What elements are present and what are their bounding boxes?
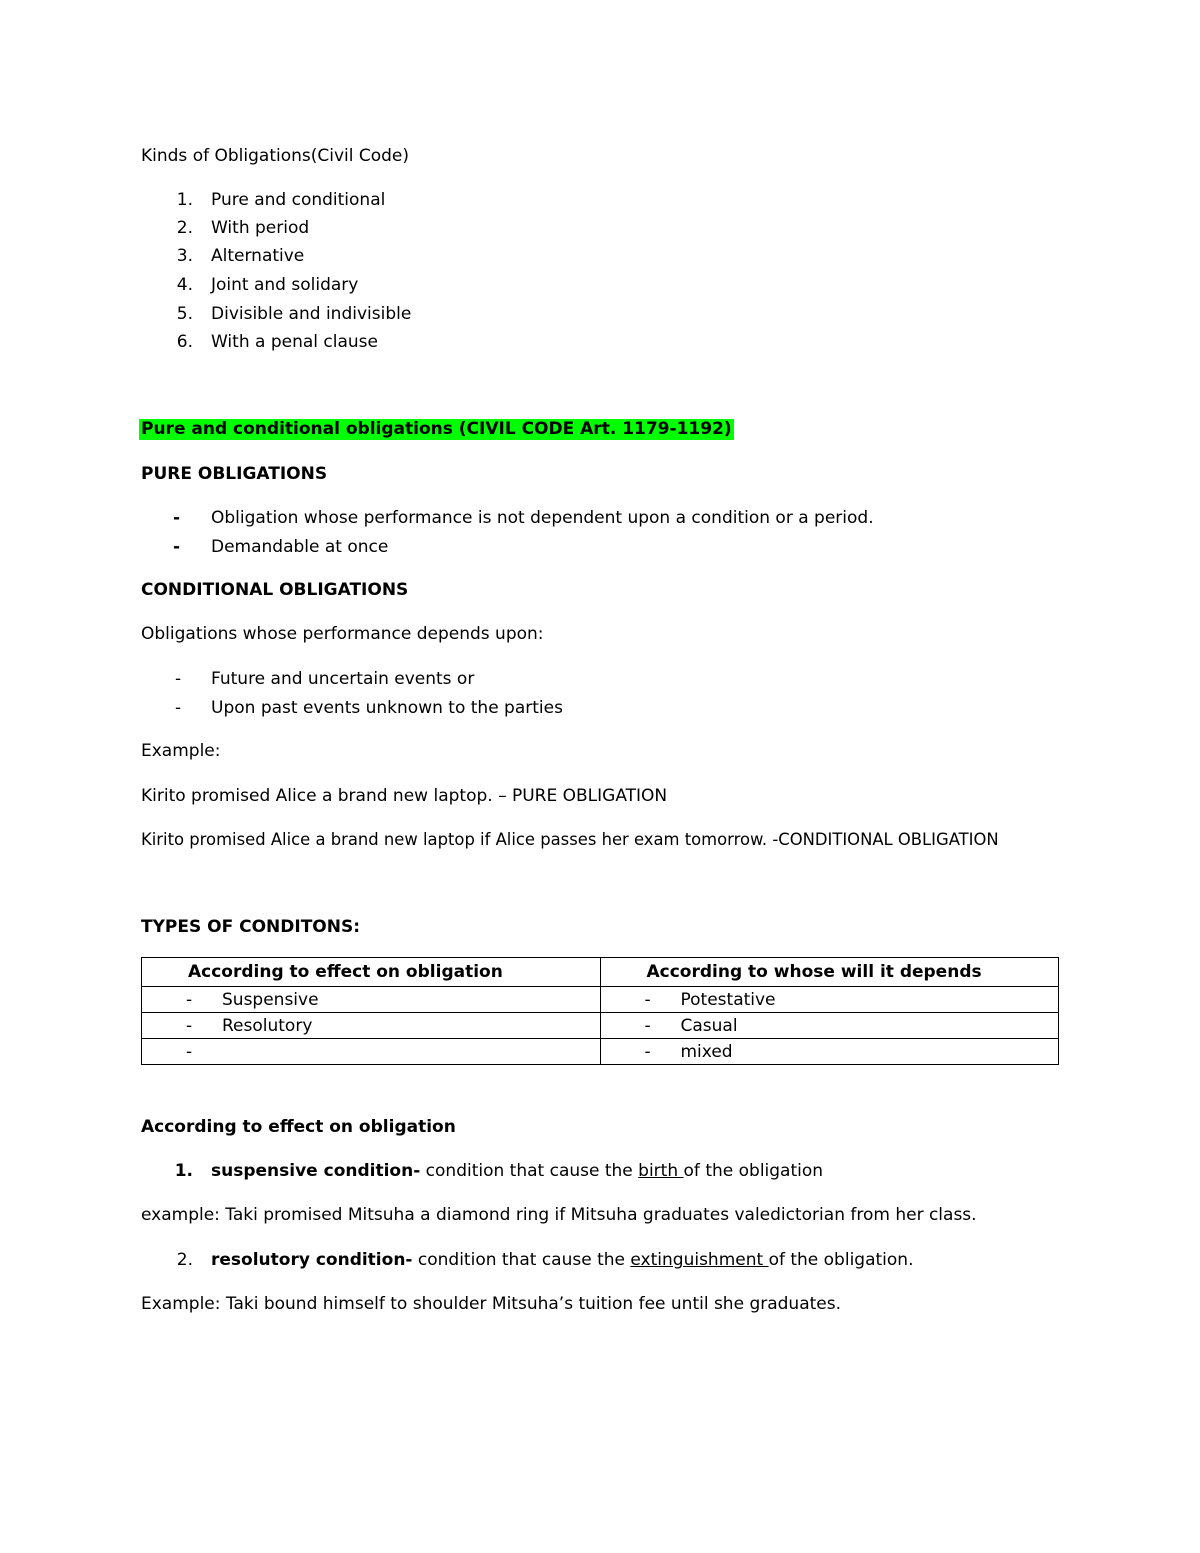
- section-heading: [139, 419, 734, 439]
- example-label: Example:: [141, 741, 221, 761]
- list-number: 1.: [176, 190, 193, 210]
- pure-obligations-heading: PURE OBLIGATIONS: [141, 464, 328, 484]
- conditional-obligations-heading: CONDITIONAL OBLIGATIONS: [141, 580, 409, 600]
- list-item-text: suspensive condition- condition that cause the birth of the obligation: [211, 1161, 824, 1181]
- effect-example-1: example: Taki promised Mitsuha a diamond ring if Mitsuha graduates valedictorian from her class.: [141, 1205, 977, 1225]
- types-heading: TYPES OF CONDITONS:: [141, 917, 361, 937]
- table-cell: -: [142, 1039, 601, 1065]
- list-number: 1.: [174, 1161, 193, 1181]
- bullet-dash: -: [175, 698, 182, 718]
- list-item-text: Alternative: [211, 246, 305, 266]
- list-item: Obligation whose performance is not dependent upon a condition or a period.: [211, 508, 874, 528]
- list-item-text: With a penal clause: [211, 332, 378, 352]
- highlighted-heading-text: Pure and conditional obligations (CIVIL CODE Art. 1179-1192): [141, 419, 732, 439]
- table-cell: - Potestative: [600, 987, 1059, 1013]
- effect-example-2: Example: Taki bound himself to shoulder Mitsuha’s tuition fee until she graduates.: [141, 1294, 842, 1314]
- table-cell: - Casual: [600, 1013, 1059, 1039]
- example-conditional: Kirito promised Alice a brand new laptop if Alice passes her exam tomorrow. -CONDITIONAL OBLIGATION: [141, 830, 999, 849]
- bullet-dash: -: [175, 669, 182, 689]
- effect-heading: According to effect on obligation: [141, 1117, 456, 1137]
- list-item-text: With period: [211, 218, 310, 238]
- document-title: Kinds of Obligations(Civil Code): [141, 146, 410, 166]
- table-cell: - Suspensive: [142, 987, 601, 1013]
- list-item: Upon past events unknown to the parties: [211, 698, 563, 718]
- example-pure: Kirito promised Alice a brand new laptop. – PURE OBLIGATION: [141, 786, 668, 806]
- table-header: According to effect on obligation: [142, 958, 601, 987]
- table-row: [142, 987, 1059, 1013]
- list-item-text: Joint and solidary: [211, 275, 359, 295]
- list-number: 6.: [176, 332, 193, 352]
- table-header: According to whose will it depends: [600, 958, 1059, 987]
- list-item-text: Pure and conditional: [211, 190, 386, 210]
- table-cell: - Resolutory: [142, 1013, 601, 1039]
- bullet-dash: -: [173, 537, 181, 557]
- conditional-intro: Obligations whose performance depends upon:: [141, 624, 544, 644]
- list-number: 3.: [176, 246, 193, 266]
- list-number: 5.: [176, 304, 193, 324]
- list-item-text: Divisible and indivisible: [211, 304, 412, 324]
- table-row: [142, 1013, 1059, 1039]
- list-number: 2.: [176, 218, 193, 238]
- list-number: 4.: [176, 275, 193, 295]
- list-number: 2.: [176, 1250, 193, 1270]
- list-item: Future and uncertain events or: [211, 669, 475, 689]
- table-row: [142, 1039, 1059, 1065]
- table-cell: - mixed: [600, 1039, 1059, 1065]
- list-item: Demandable at once: [211, 537, 389, 557]
- table-header-row: [142, 958, 1059, 987]
- types-of-conditions-table: [141, 957, 1059, 1065]
- bullet-dash: -: [173, 508, 181, 528]
- list-item-text: resolutory condition- condition that cause the extinguishment of the obligation.: [211, 1250, 914, 1270]
